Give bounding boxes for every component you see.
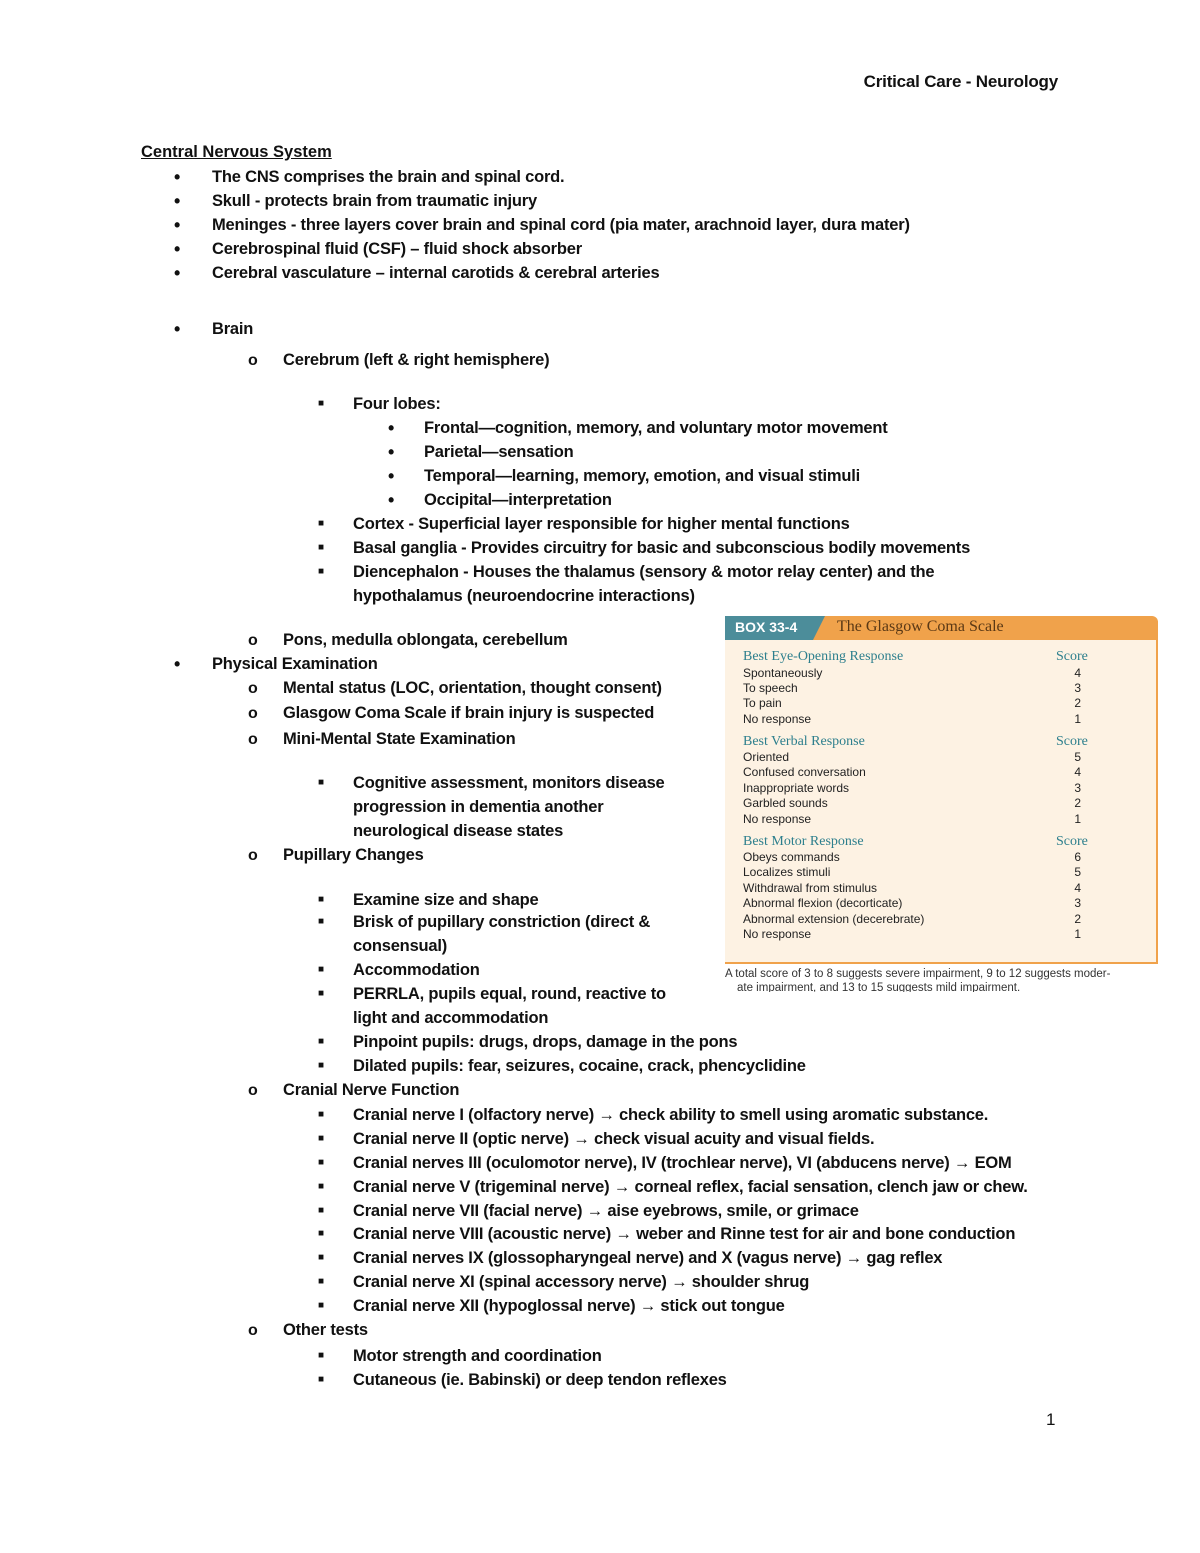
gcs-row-score: 5 (1074, 865, 1081, 879)
gcs-row-label: Garbled sounds (743, 796, 828, 810)
list-item: Dilated pupils: fear, seizures, cocaine, crack, phencyclidine (353, 1057, 806, 1075)
bullet-icon: • (174, 263, 181, 283)
gcs-row-label: To pain (743, 696, 782, 710)
gcs-row-label: Inappropriate words (743, 781, 850, 795)
square-bullet-icon: ■ (318, 964, 325, 975)
list-item: Four lobes: (353, 395, 441, 413)
bullet-icon: • (174, 215, 181, 235)
list-item: Diencephalon - Houses the thalamus (sensory & motor relay center) and the (353, 563, 935, 581)
list-item-continued: hypothalamus (neuroendocrine interactions) (353, 587, 695, 605)
square-bullet-icon: ■ (318, 566, 325, 577)
gcs-row-label: To speech (743, 681, 798, 695)
list-item: Cerebrospinal fluid (CSF) – fluid shock absorber (212, 240, 582, 258)
square-bullet-icon: ■ (318, 1350, 325, 1361)
gcs-title: The Glasgow Coma Scale (837, 618, 1004, 635)
list-item: Cranial nerve V (trigeminal nerve) → corneal reflex, facial sensation, clench jaw or chew. (353, 1178, 1028, 1196)
list-item: Cranial nerve I (olfactory nerve) → check ability to smell using aromatic substance. (353, 1106, 989, 1124)
square-bullet-icon: ■ (318, 1036, 325, 1047)
gcs-section-heading: Best Verbal Response (743, 734, 865, 749)
gcs-row-score: 5 (1074, 750, 1081, 764)
square-bullet-icon: ■ (318, 1157, 325, 1168)
gcs-row-score: 2 (1074, 912, 1081, 926)
gcs-footnote: A total score of 3 to 8 suggests severe impairment, 9 to 12 suggests moder- (725, 968, 1111, 980)
list-item: Cranial Nerve Function (283, 1081, 460, 1099)
square-bullet-icon: ■ (318, 1228, 325, 1239)
list-item-continued: progression in dementia another (353, 798, 604, 816)
gcs-row-score: 4 (1074, 666, 1081, 680)
gcs-row-label: Spontaneously (743, 666, 823, 680)
square-bullet-icon: ■ (318, 1300, 325, 1311)
square-bullet-icon: ■ (318, 518, 325, 529)
gcs-row-label: No response (743, 812, 812, 826)
list-item: Other tests (283, 1321, 368, 1339)
circle-bullet-icon: o (248, 705, 258, 722)
list-item: Cerebrum (left & right hemisphere) (283, 351, 550, 369)
gcs-score-heading: Score (1056, 649, 1088, 664)
list-item: Motor strength and coordination (353, 1347, 602, 1365)
physical-exam-heading: Physical Examination (212, 655, 378, 673)
gcs-footnote: ate impairment, and 13 to 15 suggests mild impairment. (737, 982, 1021, 992)
bullet-icon: • (174, 191, 181, 211)
square-bullet-icon: ■ (318, 916, 325, 927)
gcs-row-label: No response (743, 927, 812, 941)
list-item-continued: consensual) (353, 937, 448, 955)
list-item: Skull - protects brain from traumatic injury (212, 192, 537, 210)
list-item: Pupillary Changes (283, 846, 424, 864)
list-item: Mini-Mental State Examination (283, 730, 516, 748)
circle-bullet-icon: o (248, 352, 258, 369)
gcs-section-heading: Best Motor Response (743, 834, 864, 849)
list-item: Cutaneous (ie. Babinski) or deep tendon reflexes (353, 1371, 727, 1389)
page-number: 1 (1046, 1410, 1056, 1429)
gcs-row-score: 2 (1074, 696, 1081, 710)
gcs-row-label: Obeys commands (743, 850, 840, 864)
list-item: The CNS comprises the brain and spinal cord. (212, 168, 565, 186)
list-item: Cranial nerve XII (hypoglossal nerve) → stick out tongue (353, 1297, 785, 1315)
circle-bullet-icon: o (248, 680, 258, 697)
bullet-icon: • (388, 418, 395, 438)
square-bullet-icon: ■ (318, 894, 325, 905)
gcs-section-heading: Best Eye-Opening Response (743, 649, 904, 664)
circle-bullet-icon: o (248, 847, 258, 864)
bullet-icon: • (174, 239, 181, 259)
gcs-row-score: 4 (1074, 881, 1081, 895)
square-bullet-icon: ■ (318, 1181, 325, 1192)
circle-bullet-icon: o (248, 632, 258, 649)
gcs-row-score: 3 (1074, 781, 1081, 795)
gcs-row-label: Localizes stimuli (743, 865, 831, 879)
gcs-row-score: 1 (1074, 812, 1081, 826)
list-item: Meninges - three layers cover brain and spinal cord (pia mater, arachnoid layer, dura mater) (212, 216, 910, 234)
square-bullet-icon: ■ (318, 988, 325, 999)
list-item: Cranial nerve VII (facial nerve) → aise eyebrows, smile, or grimace (353, 1202, 859, 1220)
list-item: Cerebral vasculature – internal carotids & cerebral arteries (212, 264, 660, 282)
list-item: Cranial nerve VIII (acoustic nerve) → weber and Rinne test for air and bone conduction (353, 1225, 1016, 1243)
square-bullet-icon: ■ (318, 1109, 325, 1120)
bullet-icon: • (174, 167, 181, 187)
list-item: Cortex - Superficial layer responsible for higher mental functions (353, 515, 850, 533)
list-item: Glasgow Coma Scale if brain injury is suspected (283, 704, 655, 722)
bullet-icon: • (174, 319, 181, 339)
gcs-row-score: 3 (1074, 896, 1081, 910)
bullet-icon: • (388, 442, 395, 462)
list-item: Pinpoint pupils: drugs, drops, damage in the pons (353, 1033, 738, 1051)
gcs-row-score: 1 (1074, 712, 1081, 726)
square-bullet-icon: ■ (318, 1252, 325, 1263)
gcs-row-label: No response (743, 712, 812, 726)
list-item: Brisk of pupillary constriction (direct & (353, 913, 651, 931)
square-bullet-icon: ■ (318, 1133, 325, 1144)
circle-bullet-icon: o (248, 1082, 258, 1099)
bullet-icon: • (174, 654, 181, 674)
list-item: Parietal—sensation (424, 443, 574, 461)
gcs-row-label: Oriented (743, 750, 790, 764)
circle-bullet-icon: o (248, 731, 258, 748)
list-item: Pons, medulla oblongata, cerebellum (283, 631, 568, 649)
section-title: Central Nervous System (141, 143, 332, 161)
list-item: Accommodation (353, 961, 480, 979)
list-item: Cranial nerves IX (glossopharyngeal nerve) and X (vagus nerve) → gag reflex (353, 1249, 943, 1267)
gcs-row-score: 1 (1074, 927, 1081, 941)
gcs-row-score: 3 (1074, 681, 1081, 695)
list-item: Basal ganglia - Provides circuitry for basic and subconscious bodily movements (353, 539, 971, 557)
circle-bullet-icon: o (248, 1322, 258, 1339)
gcs-tag-label: BOX 33-4 (735, 619, 798, 635)
list-item: Temporal—learning, memory, emotion, and visual stimuli (424, 467, 861, 485)
gcs-row-score: 2 (1074, 796, 1081, 810)
square-bullet-icon: ■ (318, 1374, 325, 1385)
gcs-row-label: Abnormal flexion (decorticate) (743, 896, 903, 910)
list-item: Cranial nerve II (optic nerve) → check visual acuity and visual fields. (353, 1130, 875, 1148)
square-bullet-icon: ■ (318, 542, 325, 553)
gcs-row-label: Withdrawal from stimulus (743, 881, 878, 895)
page-header: Critical Care - Neurology (863, 72, 1058, 91)
bullet-icon: • (388, 490, 395, 510)
gcs-row-score: 6 (1074, 850, 1081, 864)
gcs-row-score: 4 (1074, 765, 1081, 779)
list-item: Cranial nerves III (oculomotor nerve), IV (trochlear nerve), VI (abducens nerve) → EOM (353, 1154, 1012, 1172)
list-item: Cognitive assessment, monitors disease (353, 774, 665, 792)
list-item: Occipital—interpretation (424, 491, 612, 509)
square-bullet-icon: ■ (318, 1060, 325, 1071)
list-item: PERRLA, pupils equal, round, reactive to (353, 985, 666, 1003)
gcs-row-label: Abnormal extension (decerebrate) (743, 912, 925, 926)
list-item: Examine size and shape (353, 891, 539, 909)
glasgow-coma-scale-box (725, 616, 1158, 992)
square-bullet-icon: ■ (318, 398, 325, 409)
gcs-score-heading: Score (1056, 734, 1088, 749)
bullet-icon: • (388, 466, 395, 486)
list-item: Mental status (LOC, orientation, thought consent) (283, 679, 662, 697)
square-bullet-icon: ■ (318, 777, 325, 788)
square-bullet-icon: ■ (318, 1276, 325, 1287)
gcs-score-heading: Score (1056, 834, 1088, 849)
list-item-continued: neurological disease states (353, 822, 564, 840)
square-bullet-icon: ■ (318, 1205, 325, 1216)
brain-heading: Brain (212, 320, 254, 338)
list-item: Frontal—cognition, memory, and voluntary motor movement (424, 419, 888, 437)
list-item: Cranial nerve XI (spinal accessory nerve) → shoulder shrug (353, 1273, 810, 1291)
gcs-row-label: Confused conversation (743, 765, 866, 779)
list-item-continued: light and accommodation (353, 1009, 549, 1027)
